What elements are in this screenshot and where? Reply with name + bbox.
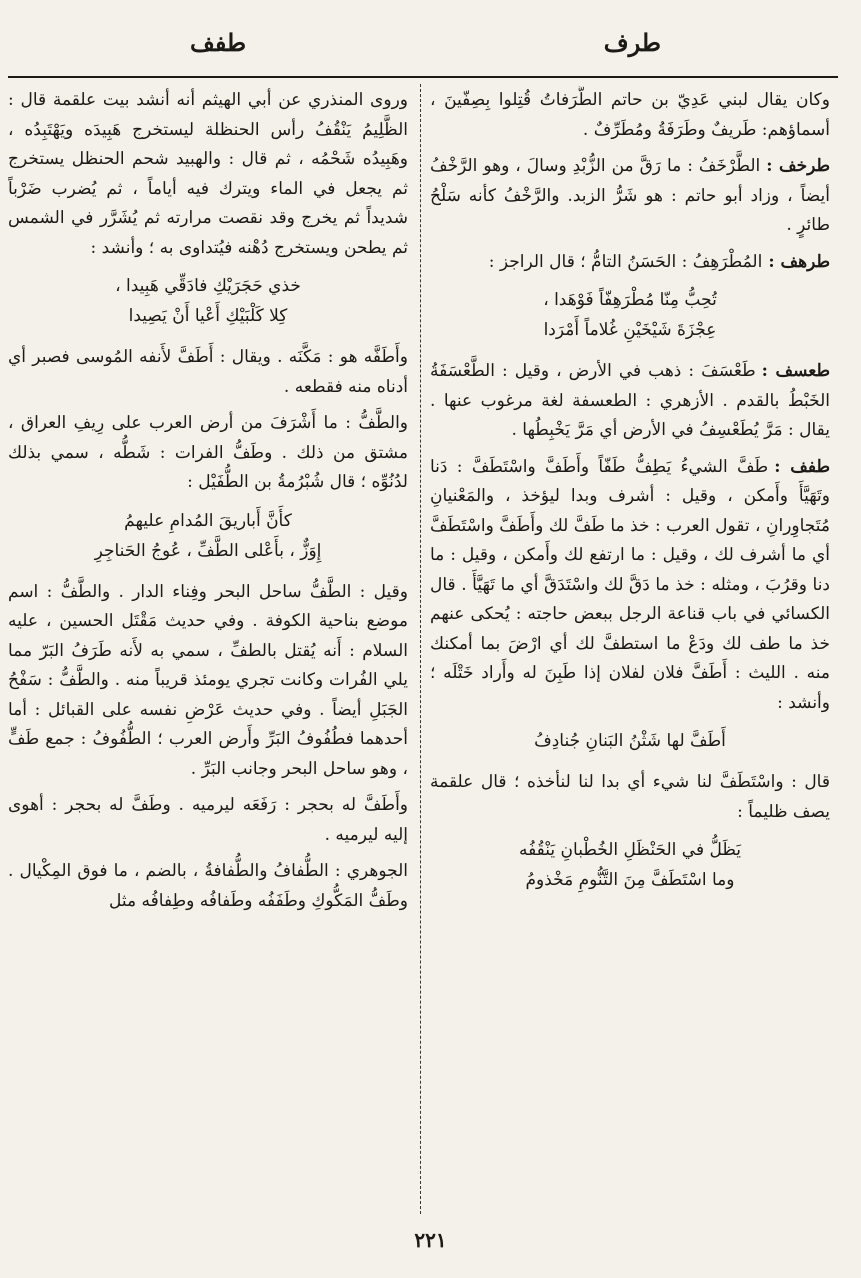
verse-line: خذي حَجَرَيْكِ فادَقِّي هَبِيدا ،: [115, 276, 301, 296]
entry-headword: طرخف :: [766, 156, 830, 176]
verse-line: وما اسْتَطَفَّ مِنَ التَّنُّومِ مَخْذومُ: [525, 870, 735, 890]
column-divider: [420, 84, 421, 1214]
paragraph: وروى المنذري عن أبي الهيثم أنه أنشد بيت علقمة قال : الظَّلِيمُ يَنْقُفُ رأس الحنظلة ليستخرج هَبِيدَه ويَهْتَبِدُه ، وهَبِيدُه شَحْمُه ، ثم قال : والهبيد شحم الحنظل يستخرج ثم يجعل في الماء ويترك فيه أياماً ، ثم يُضرب ضَرْباً شديداً ثم يخرج وقد نقصت مرارته ثم يُشَرَّر في الشمس ثم يطحن ويستخرج دُهْنه فيُتداوى به ؛ وأنشد :: [8, 90, 408, 258]
running-headword-left: طفف: [190, 28, 247, 57]
page-header: [0, 28, 861, 68]
paragraph: وكان يقال لبني عَدِيّ بن حاتم الطَّرَفاتُ قُتِلوا بِصِفّينَ ، أسماؤهم: طَريفٌ وطَرَفَةُ ومُطَرِّفٌ .: [430, 90, 830, 140]
left-column: [8, 86, 408, 1214]
paragraph: الجوهري : الطُّفافُ والطُّفافةُ ، بالضم ، ما فوق المِكْيال . وطَفُّ المَكُّوكِ وطَفَفُه وطَفافُه وطِفافُه مثل: [8, 861, 408, 911]
entry-headword: طعسف :: [761, 361, 830, 381]
right-column: [430, 86, 830, 1214]
paragraph: والطَّفُّ : ما أَشْرَفَ من أرض العرب على رِيفِ العراق ، مشتق من ذلك . وطَفُّ الفرات : شَطُّه ، سمي بذلك لدُنُوِّه ؛ قال شُبْرُمةُ بن الطُّفَيْل :: [8, 413, 408, 492]
verse-line: كِلا كَلْبَيْكِ أَعْيا أَنْ يَصِيدا: [128, 306, 288, 326]
verse-block: [430, 835, 830, 895]
verse-line: أَطَفَّ لها شَثْنُ البَنانِ جُنادِفُ: [534, 731, 726, 751]
entry-tarkhaf: [430, 152, 830, 241]
entry-headword: طفف :: [774, 456, 830, 477]
verse-line: كأَنَّ أَباريقَ المُدامِ عليهمُ: [124, 510, 292, 531]
paragraph: وأَطَفَّ له بحجر : رَفَعَه ليرميه . وطَفَّ له بحجر : أهوى إليه ليرميه .: [8, 795, 408, 845]
paragraph: قال : واسْتَطَفَّ لنا شيء أي بدا لنا لنأخذه ؛ قال علقمة يصف ظليماً :: [430, 772, 830, 822]
page-number: ٢٢١: [414, 1228, 447, 1252]
entry-tasaf: [430, 357, 830, 446]
verse-line: تُحِبُّ مِنّا مُطْرَهِفّاً فَوْهَدا ،: [543, 290, 717, 310]
verse-line: يَظَلُّ في الحَنْظَلِ الخُطْبانِ يَنْقُفُه: [518, 840, 742, 860]
running-headword-right: طرف: [603, 28, 661, 57]
verse-block: [430, 726, 830, 756]
verse-block: [8, 506, 408, 566]
verse-line: إِوَزٌّ ، بأَعْلى الطَّفِّ ، عُوجُ الحَناجِرِ: [94, 540, 322, 561]
entry-headword: طرهف :: [768, 251, 830, 272]
header-rule: [8, 76, 838, 78]
entry-text: طَفَّ الشيءُ يَطِفُّ طَفّاً وأَطَفَّ واسْتَطَفَّ : دَنا وتَهَيَّأَ وأَمكن ، وقيل : أشرف وبدا ليؤخذ ، والمَعْنيانِ مُتَجاوِرانِ ، تقول العرب : خذ ما طَفَّ لك وأَطَفَّ واسْتَطَفَّ أي ما أشرف لك ، وقيل : ما ارتفع لك وأَمكن ، وقيل : ما دنا وقرُبَ ، ومثله : خذ ما دَقَّ لك واسْتَدَقَّ أي ما تَهَيَّأَ . قال الكسائي في باب قناعة الرجل ببعض حاجته : يُحكى عنهم خذ ما طف لك ودَعْ ما استطفَّ لك أي ارْضَ بما أمكنك منه . الليث : أَطَفَّ فلان لفلان إذا طَبِنَ له وأَراد خَتْلَه ؛ وأنشد :: [430, 456, 830, 713]
entry-tarhaf: [430, 248, 830, 278]
entry-text: المُطْرَهِفُ : الحَسَنُ التامُّ ؛ قال الراجز :: [488, 251, 763, 272]
verse-block: [8, 271, 408, 331]
paragraph: وقيل : الطَّفُّ ساحل البحر وفِناء الدار . والطَّفُّ : اسم موضع بناحية الكوفة . وفي حديث مَقْتَل الحسين ، عليه السلام : أَنه يُقتل بالطفِّ ، سمي به لأَنه طَرَفُ البَرّ مما يلي الفُرات وكانت تجري يومئذ قريباً منه . والطَّفُّ : سَفْحُ الجَبَلِ أيضاً . وفي حديث عَرْضِ نفسه على القبائل : أما أحدهما فطُفُوفُ البَرِّ وأَرض العرب ؛ الطُّفُوفُ : جمع طَفٍّ ، وهو ساحل البحر وجانب البَرِّ .: [8, 581, 408, 779]
paragraph: وأَطَفَّه هو : مَكَّنَه . ويقال : أَطَفَّ لأَنفه المُوسى فصبر أي أدناه منه فقطعه .: [8, 347, 408, 397]
verse-block: [430, 285, 830, 345]
entry-text: الطَّرْخَفُ : ما رَقَّ من الزُّبْدِ وسالَ ، وهو الرَّخْفُ أيضاً ، وزاد أبو حاتم : هو شَرُّ الزبد. والرَّخْفُ كأنه سَلْحُ طائرٍ .: [430, 156, 830, 235]
verse-line: عِجْزَةَ شَيْخَيْنِ غُلاماً أَمْرَدا: [543, 320, 717, 340]
entry-text: طَعْسَفَ : ذهب في الأرض ، وقيل : الطَّعْسَفَةُ الخَبْطُ بالقدم . الأزهري : الطعسفة لغة مرغوب عنها . يقال : مَرَّ يُطَعْسِفُ في الأرض أي مَرَّ يَخْبِطُها .: [430, 361, 830, 440]
entry-taff: [430, 453, 830, 719]
